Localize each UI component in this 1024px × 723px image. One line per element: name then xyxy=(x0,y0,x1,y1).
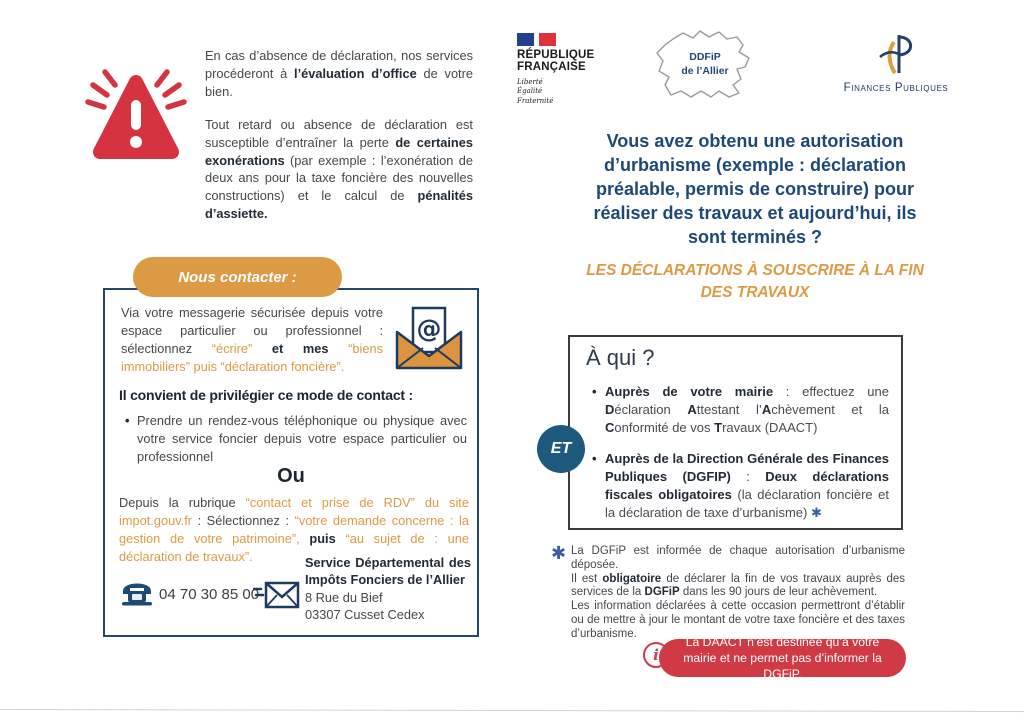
ddfip-allier-logo xyxy=(652,25,758,105)
republique-name: RÉPUBLIQUE FRANÇAISE xyxy=(517,49,595,74)
footnote-line-1: La DGFiP est informée de chaque autorisation d’urbanisme déposée. xyxy=(571,545,905,571)
main-title: Vous avez obtenu une autorisation d’urbanisme (exemple : déclaration préalable, permis de construire) pour réaliser des travaux et aujourd’hui, ils sont terminés ? xyxy=(593,131,917,247)
a-qui-title: À qui ? xyxy=(586,345,655,370)
svg-text:@: @ xyxy=(416,314,442,343)
footnote-asterisk: ✱ xyxy=(551,543,567,563)
warning-paragraph-1: En cas d’absence de déclaration, nos services procéderont à l’évaluation d’office de votre bien. xyxy=(205,48,473,99)
fp-label: Finances Publiques xyxy=(843,82,949,94)
contact-pill: Nous contacter : xyxy=(133,257,342,297)
french-flag-icon xyxy=(517,33,627,46)
ddfip-label: DDFiP de l’Allier xyxy=(681,51,729,77)
finances-publiques-logo xyxy=(836,30,956,94)
phone-icon xyxy=(119,580,155,607)
email-at-icon xyxy=(391,306,467,372)
contact-mode-heading: Il convient de privilégier ce mode de contact : xyxy=(119,387,414,403)
contact-box xyxy=(103,288,479,637)
warning-icon xyxy=(80,52,192,170)
warning-text xyxy=(205,47,473,238)
phone-number: 04 70 30 85 00 xyxy=(159,586,260,603)
info-icon: i xyxy=(643,642,669,668)
footnote xyxy=(571,545,905,642)
footnote-line-2: Il est obligatoire de déclarer la fin de vos travaux auprès des services de la DGFiP dans les 90 jours de leur achèvement. xyxy=(571,572,906,599)
republique-motto: Liberté Égalité Fraternité xyxy=(517,77,554,105)
et-badge: ET xyxy=(537,425,585,473)
daact-bullet: • Auprès de votre mairie : effectuez une Déclaration Attestant l’Achèvement et la Conformité de vos Travaux (DAACT) xyxy=(590,383,889,437)
footnote-line-3: Les information déclarées à cette occasion permettront d’établir ou de mettre à jour le montant de votre taxe foncière et des taxes d’urbanisme. xyxy=(571,600,905,640)
service-city: 03307 Cusset Cedex xyxy=(305,606,425,622)
daact-note-badge: La DAACT n’est destinée qu’à votre mairie et ne permet pas d’informer la DGFiP. xyxy=(659,639,906,677)
warning-paragraph-2: Tout retard ou absence de déclaration est susceptible d’entraîner la perte de certaines exonérations (par exemple : l’exonération de deux ans pour la taxe foncière des nouvelles constructions) et le calcul de pénalités d’assiette. xyxy=(205,116,473,222)
dgfip-bullet: • Auprès de la Direction Générale des Finances Publiques (DGFIP) : Deux déclarations fiscales obligatoires (la déclaration foncière et la déclaration de taxe d’urbanisme) ✱ xyxy=(590,450,889,522)
republique-francaise-logo xyxy=(517,33,627,106)
or-separator: Ou xyxy=(277,465,305,487)
envelope-icon xyxy=(253,580,301,610)
section-subtitle: LES DÉCLARATIONS À SOUSCRIRE À LA FIN DES TRAVAUX xyxy=(586,262,924,302)
a-qui-box xyxy=(550,335,903,530)
contact-paragraph-messagerie: @ Via votre messagerie sécurisée depuis votre espace particulier ou professionnel : sélectionnez “écrire” et mes “biens immobiliers” puis “déclaration foncière”. xyxy=(121,304,467,376)
fp-monogram-icon xyxy=(872,30,920,76)
contact-bullet: • Prendre un rendez-vous téléphonique ou physique avec votre service foncier depuis votre espace particulier ou professionnel xyxy=(121,412,467,466)
service-name: Service Départemental des Impôts Fonciers de l’Allier xyxy=(305,555,471,588)
scan-line xyxy=(0,709,1024,712)
contact-paragraph-rdv: Depuis la rubrique “contact et prise de RDV” du site impot.gouv.fr : Sélectionnez : “votre demande concerne : la gestion de votre patrimoine”, puis “au sujet de : une déclaration de travaux”. xyxy=(119,495,470,564)
service-street: 8 Rue du Bief xyxy=(305,589,383,605)
service-address xyxy=(305,554,471,623)
a-qui-list xyxy=(590,383,889,535)
